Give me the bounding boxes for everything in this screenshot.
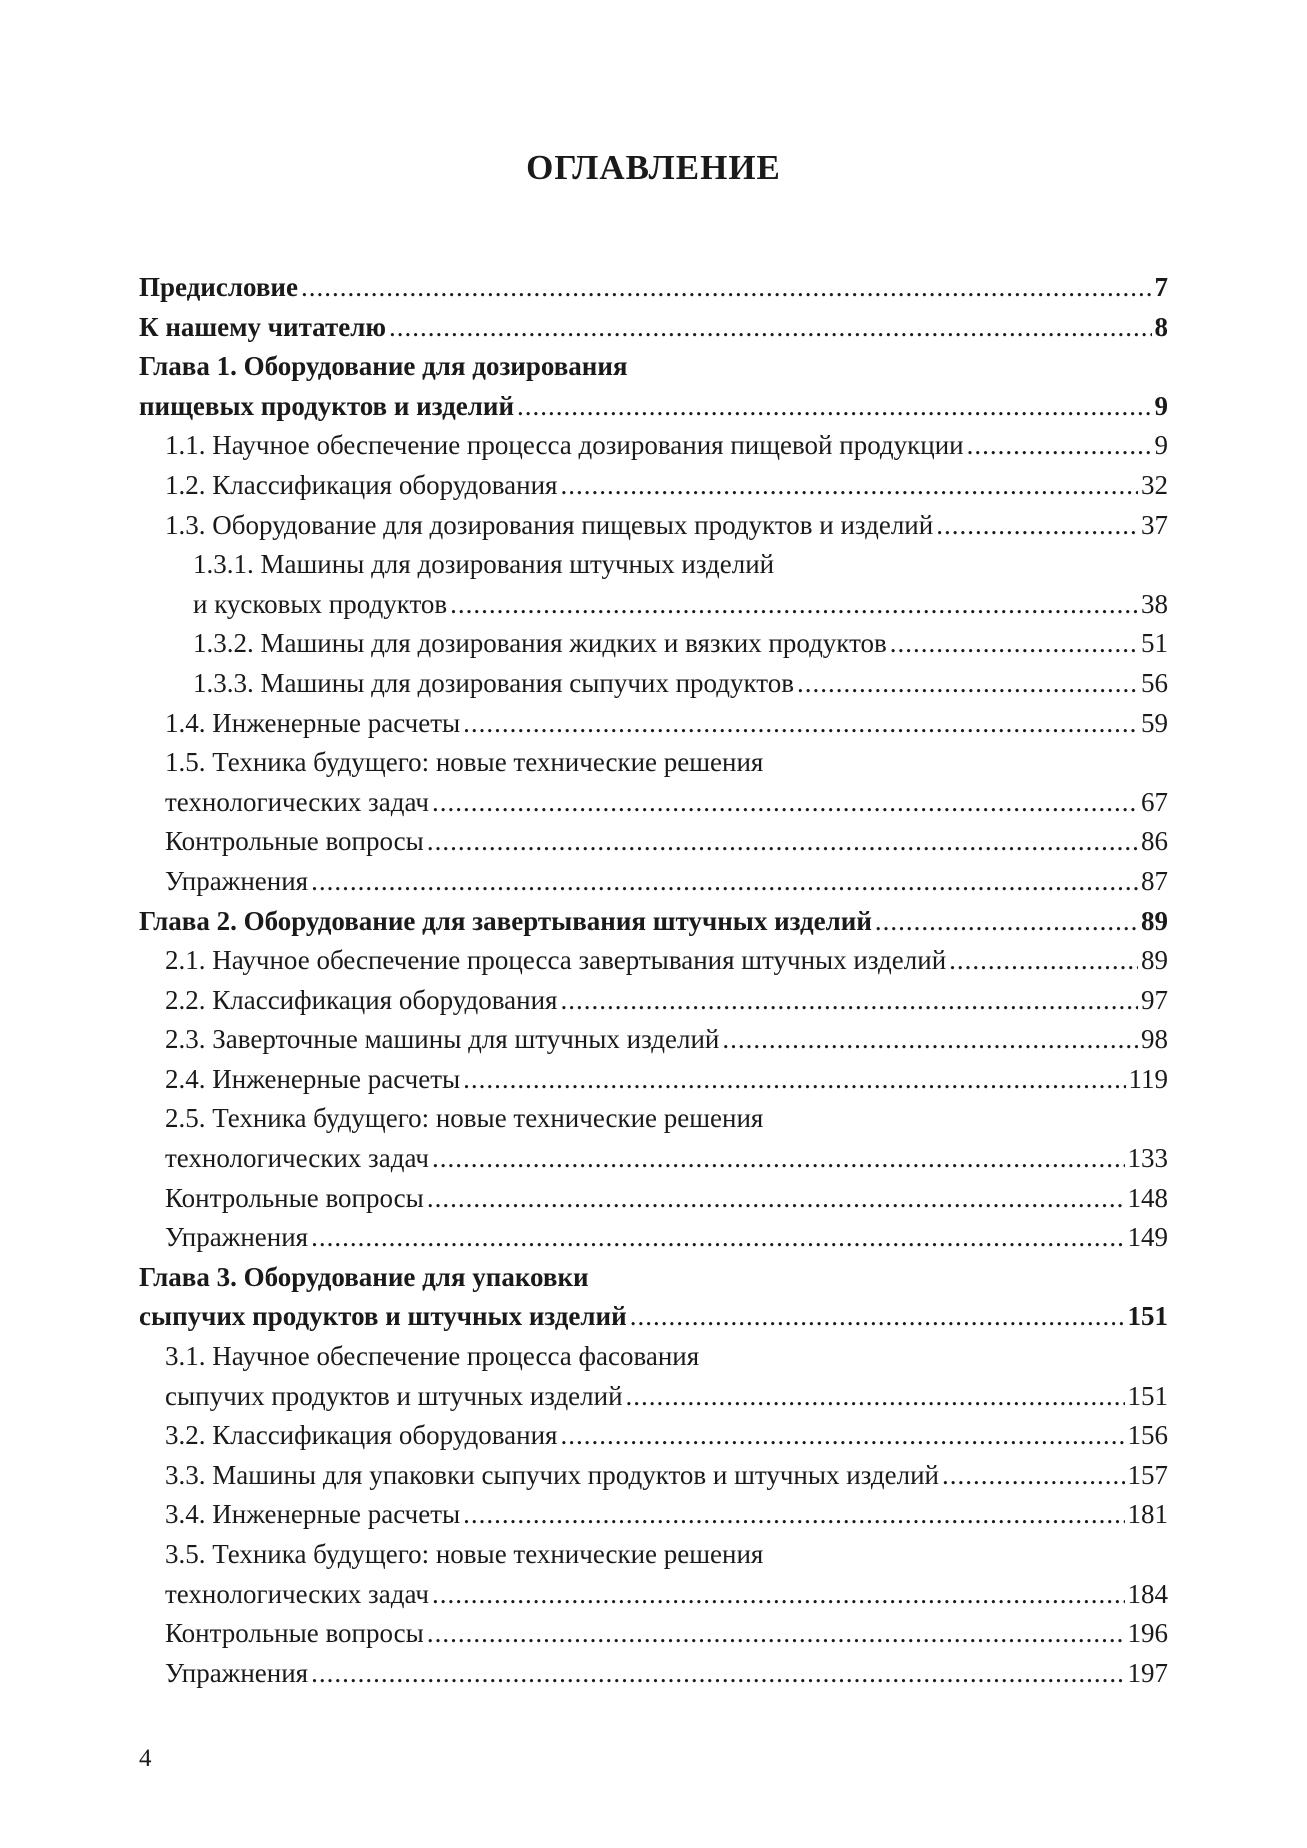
toc-entry-title: 1.3.2. Машины для дозирования жидких и вязких продуктов: [193, 628, 887, 659]
toc-entry-title: 1.3.3. Машины для дозирования сыпучих продуктов: [193, 667, 794, 698]
toc-entry-line: [165, 1456, 1168, 1496]
toc-page-number: 151: [1127, 1380, 1168, 1411]
dot-leader: [936, 506, 1138, 546]
toc-entry-title: 1.4. Инженерные расчеты: [165, 707, 461, 738]
toc-entry-line: [165, 1654, 1168, 1694]
toc-entry-title-line: Глава 3. Оборудование для упаковки: [139, 1261, 589, 1292]
toc-section-entry[interactable]: [139, 1535, 1168, 1614]
toc-entry-line: [139, 1297, 1168, 1337]
dot-leader: [967, 426, 1152, 466]
toc-section-entry[interactable]: [139, 1416, 1168, 1456]
dot-leader: [949, 941, 1138, 981]
toc-page-number: 38: [1141, 588, 1168, 619]
dot-leader: [797, 664, 1138, 704]
toc-entry-line: [165, 1179, 1168, 1219]
toc-entry-line: [165, 941, 1168, 981]
toc-entry-title-line: 2.5. Техника будущего: новые технические решения: [165, 1103, 764, 1134]
page-number: 4: [139, 1745, 152, 1772]
toc-page-number: 9: [1154, 390, 1168, 421]
toc-entry-line: [139, 902, 1168, 942]
toc-page-number: 157: [1127, 1459, 1168, 1490]
toc-page-number: 59: [1141, 707, 1168, 738]
toc-entry-title: Предисловие: [139, 272, 298, 302]
toc-page-number: 156: [1127, 1420, 1168, 1451]
toc-entry-line: [165, 506, 1168, 546]
dot-leader: [311, 1218, 1124, 1258]
dot-leader: [427, 1614, 1125, 1654]
toc-section-entry[interactable]: [139, 466, 1168, 506]
toc-section-entry[interactable]: [139, 426, 1168, 466]
dot-leader: [560, 1416, 1124, 1456]
toc-section-entry[interactable]: [139, 822, 1168, 862]
toc-section-entry[interactable]: [139, 1099, 1168, 1178]
toc-entry-line: [193, 664, 1168, 704]
toc-entry-line: [165, 466, 1168, 506]
dot-leader: [427, 1179, 1125, 1219]
toc-entry-title: Упражнения: [165, 865, 309, 896]
toc-chapter-entry[interactable]: [139, 902, 1168, 942]
table-of-contents: [139, 268, 1168, 1693]
toc-entry-line: [139, 268, 1168, 308]
toc-chapter-entry[interactable]: [139, 268, 1168, 308]
toc-entry-line: [165, 1218, 1168, 1258]
toc-entry-line: [193, 624, 1168, 664]
toc-page-number: 89: [1141, 905, 1168, 936]
toc-entry-title-line: Глава 1. Оборудование для дозирования: [139, 351, 628, 382]
dot-leader: [626, 1377, 1125, 1417]
toc-page-number: 133: [1127, 1143, 1168, 1174]
toc-page-number: 51: [1141, 628, 1168, 659]
toc-entry-title: 2.4. Инженерные расчеты: [165, 1063, 461, 1094]
toc-entry-line: [165, 1060, 1168, 1100]
toc-page-number: 37: [1141, 509, 1168, 540]
dot-leader: [432, 783, 1138, 823]
toc-entry-title: 2.2. Классификация оборудования: [165, 984, 558, 1015]
dot-leader: [311, 1654, 1124, 1694]
toc-entry-title: 3.2. Классификация оборудования: [165, 1420, 558, 1451]
toc-entry-title: 3.3. Машины для упаковки сыпучих продуктов и штучных изделий: [165, 1459, 939, 1490]
toc-entry-title: и кусковых продуктов: [193, 588, 448, 619]
toc-page-number: 181: [1127, 1499, 1168, 1530]
dot-leader: [463, 1060, 1125, 1100]
toc-entry-title: 1.3. Оборудование для дозирования пищевых продуктов и изделий: [165, 509, 934, 540]
dot-leader: [722, 1020, 1138, 1060]
toc-entry-line: [165, 1614, 1168, 1654]
toc-section-entry[interactable]: [139, 862, 1168, 902]
toc-section-entry[interactable]: [139, 743, 1168, 822]
toc-entry-line: [165, 981, 1168, 1021]
dot-leader: [875, 902, 1138, 942]
toc-page-number: 196: [1127, 1618, 1168, 1649]
toc-entry-line: [165, 822, 1168, 862]
toc-page-number: 56: [1141, 667, 1168, 698]
toc-page-number: 87: [1141, 865, 1168, 896]
toc-page-number: 67: [1141, 786, 1168, 817]
toc-section-entry[interactable]: [139, 1020, 1168, 1060]
toc-subsection-entry[interactable]: [139, 664, 1168, 704]
toc-entry-line: [139, 308, 1168, 348]
toc-section-entry[interactable]: [139, 1060, 1168, 1100]
toc-entry-title: 3.4. Инженерные расчеты: [165, 1499, 461, 1530]
toc-section-entry[interactable]: [139, 1456, 1168, 1496]
toc-entry-line: [165, 1020, 1168, 1060]
toc-entry-line: [165, 1377, 1168, 1417]
toc-entry-title: сыпучих продуктов и штучных изделий: [165, 1380, 623, 1411]
toc-page-number: 184: [1127, 1578, 1168, 1609]
toc-page-number: 149: [1127, 1222, 1168, 1253]
toc-entry-title-line: 1.5. Техника будущего: новые технические решения: [165, 747, 764, 778]
dot-leader: [301, 268, 1152, 308]
dot-leader: [389, 308, 1151, 348]
toc-entry-line: [165, 1139, 1168, 1179]
toc-entry-title-line: 3.1. Научное обеспечение процесса фасования: [165, 1341, 700, 1372]
toc-subsection-entry[interactable]: [139, 545, 1168, 624]
toc-entry-title: Контрольные вопросы: [165, 826, 424, 857]
toc-entry-title: технологических задач: [165, 1143, 429, 1174]
toc-entry-line: [165, 862, 1168, 902]
toc-page-number: 148: [1127, 1182, 1168, 1213]
toc-entry-title: сыпучих продуктов и штучных изделий: [139, 1301, 627, 1332]
toc-page-number: 32: [1141, 469, 1168, 500]
toc-entry-title: Контрольные вопросы: [165, 1618, 424, 1649]
dot-leader: [450, 585, 1138, 625]
toc-page-number: 7: [1154, 272, 1168, 302]
dot-leader: [942, 1456, 1125, 1496]
toc-entry-title: К нашему читателю: [139, 311, 387, 342]
dot-leader: [432, 1575, 1125, 1615]
toc-page-number: 119: [1128, 1063, 1168, 1094]
dot-leader: [427, 822, 1138, 862]
toc-section-entry[interactable]: [139, 506, 1168, 546]
toc-entry-title: 1.1. Научное обеспечение процесса дозирования пищевой продукции: [165, 430, 964, 461]
toc-entry-title-line: 3.5. Техника будущего: новые технические решения: [165, 1539, 764, 1569]
page-title: ОГЛАВЛЕНИЕ: [526, 148, 781, 187]
toc-page-number: 9: [1154, 430, 1168, 461]
dot-leader: [463, 704, 1138, 744]
toc-section-entry[interactable]: [139, 1614, 1168, 1654]
toc-subsection-entry[interactable]: [139, 624, 1168, 664]
toc-page-number: 197: [1127, 1657, 1168, 1688]
toc-entry-title: технологических задач: [165, 1578, 429, 1609]
toc-section-entry[interactable]: [139, 1337, 1168, 1416]
toc-chapter-entry[interactable]: [139, 308, 1168, 348]
toc-entry-title-line: 1.3.1. Машины для дозирования штучных изделий: [193, 549, 775, 580]
dot-leader: [890, 624, 1138, 664]
toc-entry-line: [165, 783, 1168, 823]
toc-section-entry[interactable]: [139, 1495, 1168, 1535]
toc-entry-title: 1.2. Классификация оборудования: [165, 469, 558, 500]
dot-leader: [432, 1139, 1125, 1179]
toc-entry-title: пищевых продуктов и изделий: [139, 390, 515, 421]
toc-entry-title: Глава 2. Оборудование для завертывания штучных изделий: [139, 905, 872, 936]
toc-entry-line: [165, 704, 1168, 744]
toc-entry-title: Упражнения: [165, 1222, 309, 1253]
toc-page-number: 89: [1141, 945, 1168, 976]
toc-section-entry[interactable]: [139, 981, 1168, 1021]
toc-entry-title: Контрольные вопросы: [165, 1182, 424, 1213]
toc-section-entry[interactable]: [139, 1179, 1168, 1219]
toc-entry-title: технологических задач: [165, 786, 429, 817]
toc-page-number: 8: [1154, 311, 1168, 342]
toc-page-number: 86: [1141, 826, 1168, 857]
toc-page-number: 97: [1141, 984, 1168, 1015]
dot-leader: [630, 1297, 1125, 1337]
toc-page-number: 98: [1141, 1024, 1168, 1055]
toc-section-entry[interactable]: [139, 1218, 1168, 1258]
toc-entry-line: [165, 1416, 1168, 1456]
toc-entry-line: [165, 1575, 1168, 1615]
toc-entry-line: [165, 426, 1168, 466]
dot-leader: [463, 1495, 1124, 1535]
toc-entry-line: [193, 585, 1168, 625]
toc-entry-line: [139, 387, 1168, 427]
dot-leader: [560, 466, 1138, 506]
toc-entry-title: 2.1. Научное обеспечение процесса завертывания штучных изделий: [165, 945, 947, 976]
toc-entry-title: 2.3. Заверточные машины для штучных изделий: [165, 1024, 720, 1055]
toc-chapter-entry[interactable]: [139, 347, 1168, 426]
dot-leader: [560, 981, 1138, 1021]
dot-leader: [517, 387, 1151, 427]
toc-chapter-entry[interactable]: [139, 1258, 1168, 1337]
toc-entry-title: Упражнения: [165, 1657, 309, 1688]
toc-section-entry[interactable]: [139, 704, 1168, 744]
toc-section-entry[interactable]: [139, 1654, 1168, 1694]
toc-entry-line: [165, 1495, 1168, 1535]
dot-leader: [311, 862, 1138, 902]
toc-section-entry[interactable]: [139, 941, 1168, 981]
toc-page-number: 151: [1127, 1301, 1168, 1332]
